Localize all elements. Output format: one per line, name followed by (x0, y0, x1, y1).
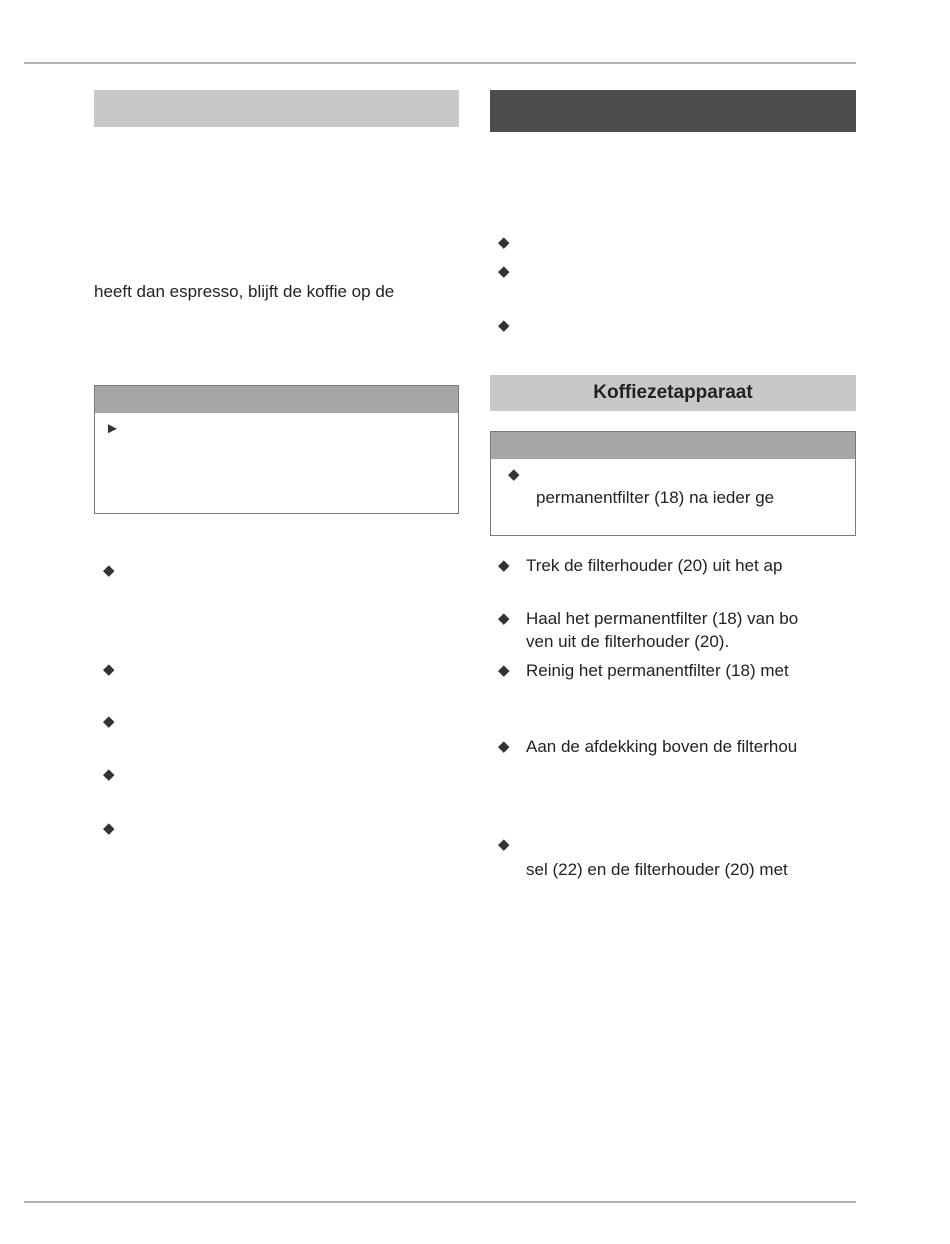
left-bullet-1-diamond-icon: ◆ (103, 562, 115, 579)
step-2-line-1: Haal het permanentfilter (18) van bo (526, 609, 799, 628)
right-note-diamond-icon: ◆ (508, 466, 520, 483)
right-header-bar (490, 90, 856, 132)
section-heading: Koffiezetapparaat (593, 382, 753, 403)
step-5-line-1: sel (22) en de filterhouder (20) met (526, 860, 788, 879)
left-bullet-5-diamond-icon: ◆ (103, 820, 115, 837)
step-1-line-1: Trek de filterhouder (20) uit het ap (526, 556, 783, 575)
left-note-box (94, 385, 459, 514)
right-top-bullet-2-diamond-icon: ◆ (498, 263, 510, 280)
left-bullet-2-diamond-icon: ◆ (103, 661, 115, 678)
step-4-diamond-icon: ◆ (498, 738, 510, 755)
section-heading-bar (490, 375, 856, 411)
step-3-line-1: Reinig het permanentfilter (18) met (526, 661, 789, 680)
right-note-box-header (491, 432, 855, 459)
left-header-bar (94, 90, 459, 127)
left-note-box-header (95, 386, 458, 413)
top-rule (24, 62, 856, 64)
step-4-line-1: Aan de afdekking boven de filterhou (526, 737, 798, 756)
step-2-diamond-icon: ◆ (498, 610, 510, 627)
right-note-text: permanentfilter (18) na ieder ge (536, 488, 775, 507)
step-5-diamond-icon: ◆ (498, 836, 510, 853)
left-intro-text: heeft dan espresso, blijft de koffie op de (94, 282, 395, 301)
left-bullet-4-diamond-icon: ◆ (103, 766, 115, 783)
step-1-diamond-icon: ◆ (498, 557, 510, 574)
bottom-rule (24, 1201, 856, 1203)
step-2-line-2: ven uit de filterhouder (20). (526, 632, 730, 651)
right-top-bullet-3-diamond-icon: ◆ (498, 317, 510, 334)
right-top-bullet-1-diamond-icon: ◆ (498, 234, 510, 251)
step-3-diamond-icon: ◆ (498, 662, 510, 679)
triangle-marker-icon: ► (105, 420, 120, 437)
right-note-box (490, 431, 856, 536)
left-bullet-3-diamond-icon: ◆ (103, 713, 115, 730)
